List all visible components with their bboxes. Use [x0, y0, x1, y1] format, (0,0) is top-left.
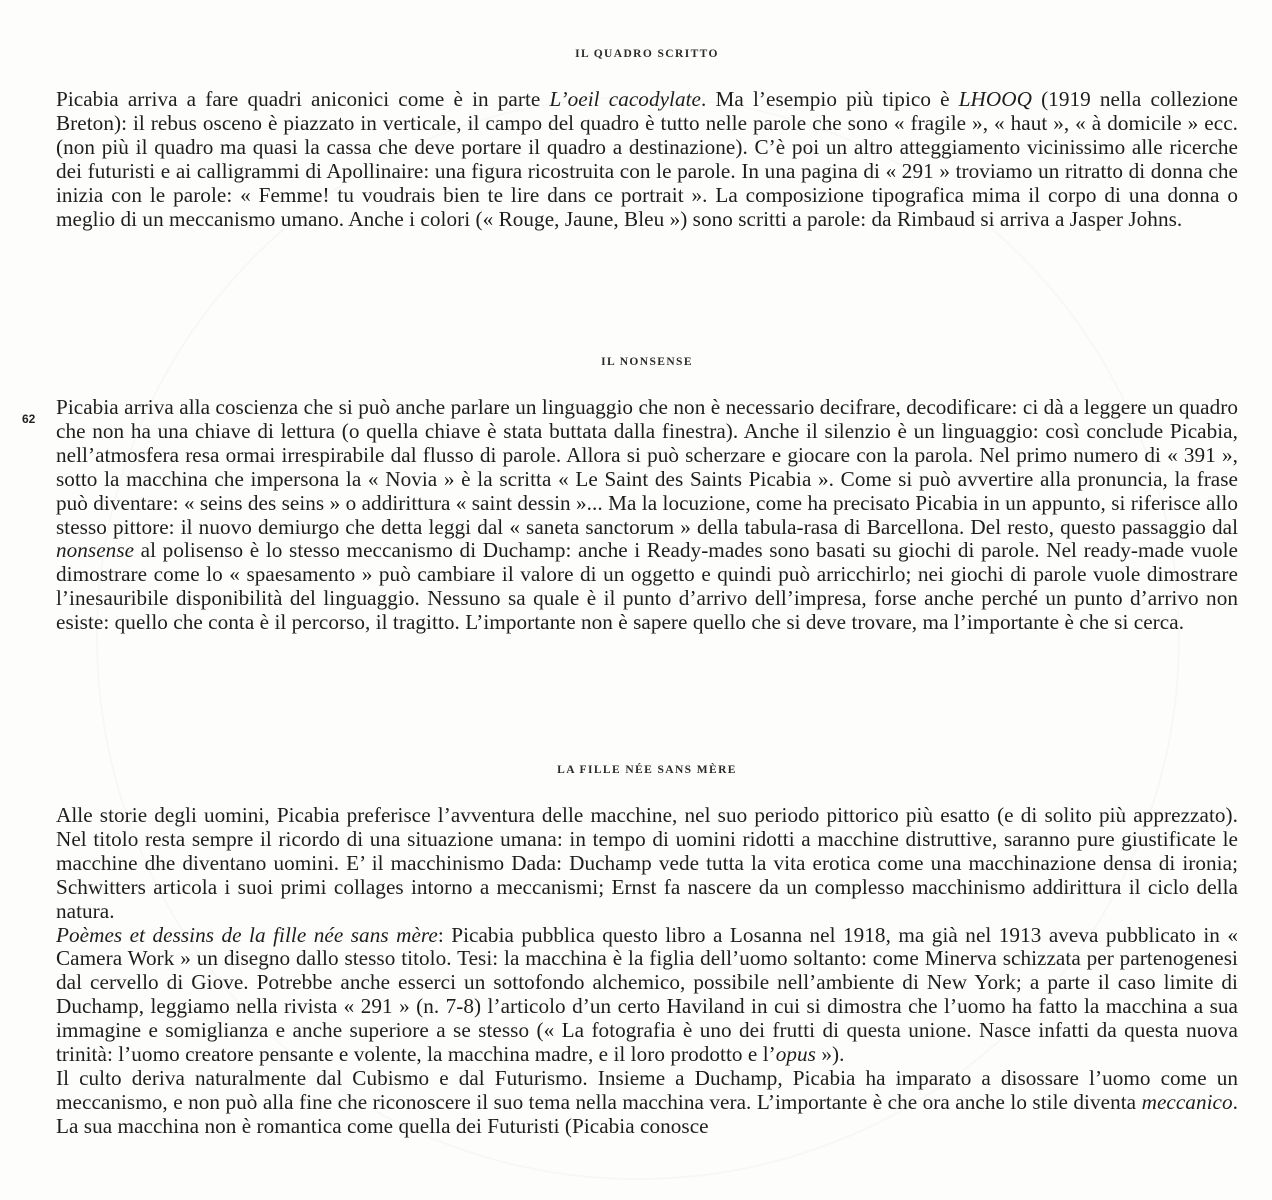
- text-run: Picabia arriva alla coscienza che si può anche parlare un linguaggio che non è necessario decifrare, decodificare: ci dà a leggere un quadro che non ha una chiave di lettura (o quella chiave è stata buttata dalla finestra). Anche il silenzio è un linguaggio: così conclude Picabia, nell’atmosfera resa ormai irrespirabile dal flusso di parole. Allora si può scherzare e giocare con la parola. Nel primo numero di « 391 », sotto la macchina che impersona la « Novia » è la scritta « Le Saint des Saints Picabia ». Come si può avvertire alla pronuncia, la frase può diventare: « seins des seins » o addirittura « saint dessin »... Ma la locuzione, come ha precisato Picabia in un appunto, si riferisce allo stesso pittore: il nuovo demiurgo che detta leggi dal « saneta sanctorum » della tabula-rasa di Barcellona. Del resto, questo passaggio dal: [56, 395, 1238, 539]
- paragraph: [56, 1067, 1238, 1139]
- text-run: : Picabia pubblica questo libro a Losanna nel 1918, ma già nel 1913 aveva pubblicato in « Camera Work » un disegno dallo stesso titolo. Tesi: la macchina è la figlia dell’uomo soltanto: come Minerva schizzata per partenogenesi dal cervello di Giove. Potrebbe anche esserci un sottofondo alchemico, possibile nell’ambiente di New York; a parte il caso limite di Duchamp, leggiamo nella rivista « 291 » (n. 7-8) l’articolo d’un certo Haviland in cui si dimostra che l’uomo ha fatto la macchina a sua immagine e somiglianza e anche superiore a se stesso (« La fotografia è uno dei frutti di questa unione. Nasce infatti da questa nuova trinità: l’uomo creatore pensante e volente, la macchina madre, e il loro prodotto e l’: [56, 922, 1238, 1067]
- text-run: . Ma l’esempio più tipico è: [701, 87, 959, 111]
- paragraph: [56, 924, 1238, 1067]
- section-heading-nonsense: IL NONSENSE: [601, 356, 693, 368]
- text-run: Alle storie degli uomini, Picabia preferisce l’avventura delle macchine, nel suo periodo pittorico più esatto (e di solito più apprezzato). Nel titolo resta sempre il ricordo di una situazione umana: in tempo di uomini ridotti a macchine distruttive, saranno pure giustificate le macchine dhe diventano uomini. E’ il macchinismo Dada: Duchamp vede tutta la vita erotica come una macchinazione densa di ironia; Schwitters articola i suoi primi collages intorno a meccanismi; Ernst fa nascere da un complesso macchinismo addirittura il ciclo della natura.: [56, 803, 1238, 923]
- text-run: al polisenso è lo stesso meccanismo di Duchamp: anche i Ready-mades sono basati su giochi di parole. Nel ready-made vuole dimostrare come lo « spaesamento » può cambiare il valore di un oggetto e quindi può arricchirlo; nei giochi di parole vuole dimostrare l’inesauribile disponibilità del linguaggio. Nessuno sa quale è il punto d’arrivo dell’impresa, forse anche perché un punto d’arrivo non esiste: quello che conta è il percorso, il tragitto. L’importante non è sapere quello che si deve trovare, ma l’importante è che si cerca.: [56, 538, 1238, 635]
- text-run: Il culto deriva naturalmente dal Cubismo e dal Futurismo. Insieme a Duchamp, Picabia ha imparato a disossare l’uomo come un meccanismo, e non può alla fine che riconoscere il suo tema nella macchina vera. L’importante è che ora anche lo stile diventa: [56, 1065, 1238, 1114]
- text-run: Picabia arriva a fare quadri aniconici come è in parte: [56, 87, 550, 111]
- italic-text-run: opus: [775, 1042, 816, 1067]
- italic-text-run: Poèmes et dessins de la fille née sans mère: [56, 922, 438, 947]
- section-heading-fille-nee-sans-mere: LA FILLE NÉE SANS MÈRE: [557, 764, 737, 776]
- paragraph: [56, 88, 1238, 231]
- text-run: (1919 nella collezione Breton): il rebus osceno è piazzato in verticale, il campo del quadro è tutto nelle parole che sono « fragile », « haut », « à domicile » ecc. (non più il quadro ma quasi la cassa che deve portare il quadro a destinazione). C’è poi un altro atteggiamento vicinissimo alle ricerche dei futuristi e ai calligrammi di Apollinaire: una figura ricostruita con le parole. In una pagina di « 291 » troviamo un ritratto di donna che inizia con le parole: « Femme! tu voudrais bien te lire dans ce portrait ». La composizione tipografica mima il corpo di una donna o meglio di un meccanismo umano. Anche i colori (« Rouge, Jaune, Bleu ») sono scritti a parole: da Rimbaud si arriva a Jasper Johns.: [56, 87, 1238, 231]
- section-body-quadro-scritto: [56, 88, 1238, 231]
- page-number: 62: [22, 412, 36, 426]
- italic-text-run: LHOOQ: [958, 87, 1032, 111]
- section-body-fille-nee-sans-mere: [56, 804, 1238, 1139]
- paragraph: [56, 804, 1238, 924]
- section-heading-quadro-scritto: IL QUADRO SCRITTO: [575, 48, 719, 60]
- text-run: »).: [815, 1042, 845, 1067]
- paragraph: [56, 396, 1238, 635]
- text-run: . La sua macchina non è romantica come quella dei Futuristi (Picabia conosce: [56, 1089, 1238, 1138]
- italic-text-run: nonsense: [56, 538, 135, 563]
- italic-text-run: L’oeil cacodylate: [549, 87, 702, 111]
- section-body-nonsense: [56, 396, 1238, 635]
- italic-text-run: meccanico: [1141, 1089, 1233, 1114]
